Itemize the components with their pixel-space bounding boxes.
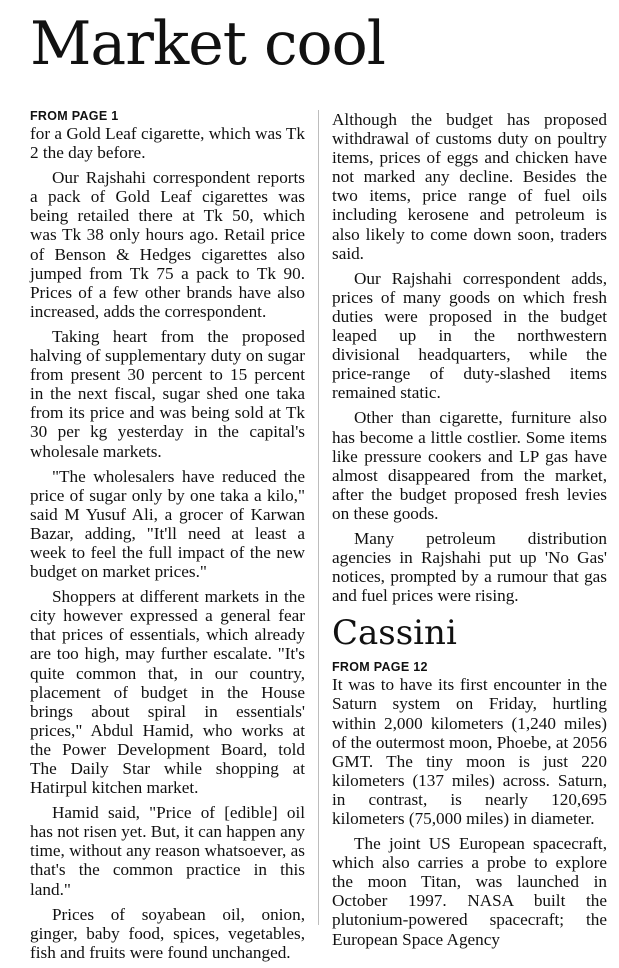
paragraph: Shoppers at different markets in the city however expressed a general fear that prices of essentials, which already are too high, may further escalate. "It's quite common that, in our country, placement of budget in the House brings about spiral in essentials' prices," Abdul Hamid, who works at the Power Development Board, told The Daily Star while shopping at Hatirpul kitchen market. [30, 587, 305, 798]
paragraph: Taking heart from the proposed halving of supplementary duty on sugar from present 30 percent to 15 percent in the next fiscal, sugar shed one taka from its price and was being sold at Tk 30 per kg yesterday in the capital's wholesale markets. [30, 326, 305, 461]
continuation-kicker: FROM PAGE 1 [30, 109, 119, 123]
paragraph: Although the budget has proposed withdrawal of customs duty on poultry items, prices of eggs and chicken have not marked any decline. Besides the two items, price range of fuel oils including kerosene and petroleum is also likely to come down soon, traders said. [332, 110, 607, 263]
paragraph: Our Rajshahi correspondent adds, prices of many goods on which fresh duties were proposed in the budget leaped up in the northwestern divisional headquarters, while the price-range of duty-slashed items remained static. [332, 268, 607, 403]
paragraph: for a Gold Leaf cigarette, which was Tk 2 the day before. [30, 124, 305, 163]
story-column-right [332, 110, 607, 955]
paragraph: The joint US European spacecraft, which also carries a probe to explore the moon Titan, was launched in October 1997. NASA built the plutonium-powered spacecraft; the European Space Agency [332, 834, 607, 949]
paragraph: Hamid said, "Price of [edible] oil has not risen yet. But, it can happen any time, without any reason whatsoever, as that's the common practice in this land." [30, 803, 305, 899]
story-column-left [30, 108, 305, 968]
paragraph: Other than cigarette, furniture also has become a little costlier. Some items like pressure cookers and LP gas have almost disappeared from the market, after the budget proposed fresh levies on these goods. [332, 408, 607, 523]
column-divider [318, 110, 319, 925]
paragraph: It was to have its first encounter in the Saturn system on Friday, hurtling within 2,000 kilometers (1,240 miles) of the outermost moon, Phoebe, at 2056 GMT. The tiny moon is just 220 kilometers (137 miles) across. Saturn, in contrast, is nearly 120,695 kilometers (75,000 miles) in diameter. [332, 675, 607, 828]
paragraph: "The wholesalers have reduced the price of sugar only by one taka a kilo," said M Yusuf Ali, a grocer of Karwan Bazar, adding, "It'll need at least a week to feel the full impact of the new budget on market prices." [30, 466, 305, 582]
page-headline: Market cool [30, 9, 385, 79]
paragraph: Prices of soyabean oil, onion, ginger, baby food, spices, vegetables, fish and fruits were found unchanged. [30, 904, 305, 962]
story-headline-cassini: Cassini [332, 613, 457, 654]
paragraph: Many petroleum distribution agencies in Rajshahi put up 'No Gas' notices, prompted by a rumour that gas and fuel prices were rising. [332, 528, 607, 606]
paragraph: Our Rajshahi correspondent reports a pack of Gold Leaf cigarettes was being retailed there at Tk 50, which was Tk 38 only hours ago. Retail price of Benson & Hedges cigarettes also jumped from Tk 75 a pack to Tk 90. Prices of a few other brands have also increased, adds the correspondent. [30, 168, 305, 321]
continuation-kicker: FROM PAGE 12 [332, 660, 428, 675]
